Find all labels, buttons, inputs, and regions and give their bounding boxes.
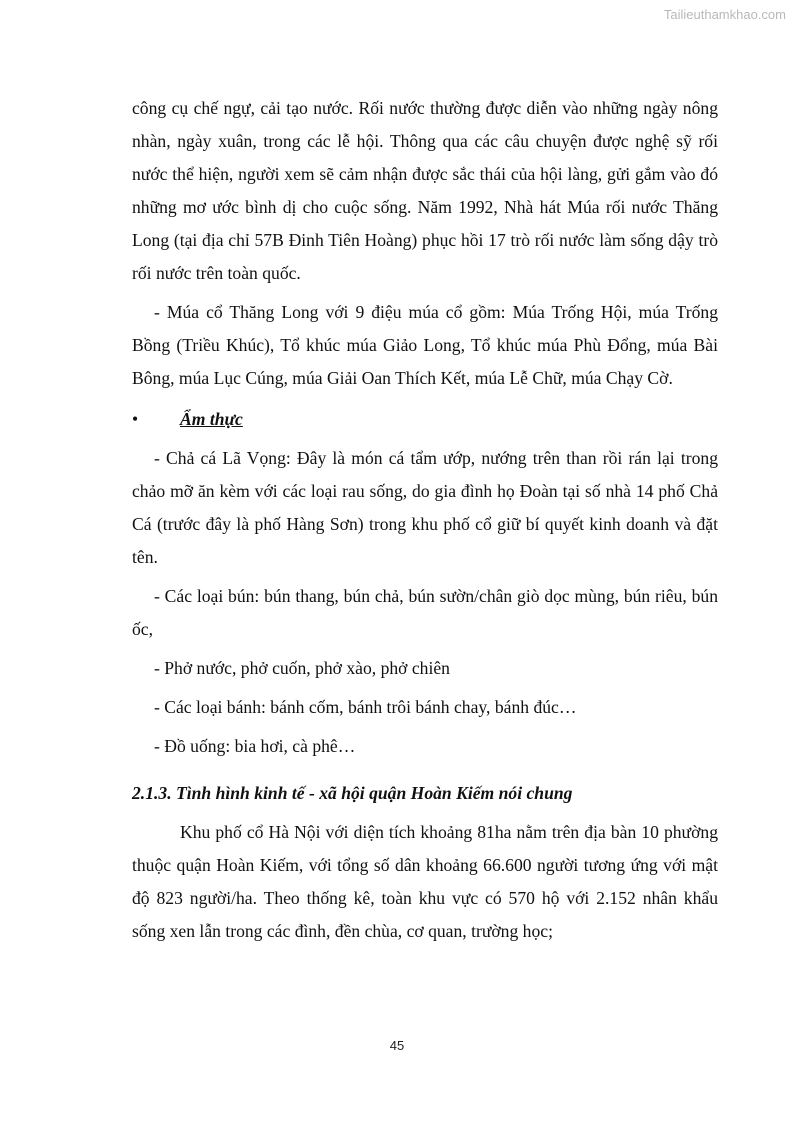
bullet-heading-cuisine (132, 403, 718, 436)
page-number: 45 (389, 1038, 405, 1053)
list-item: - Các loại bánh: bánh cốm, bánh trôi bánh chay, bánh đúc… (154, 697, 577, 717)
list-item: - Đồ uống: bia hơi, cà phê… (154, 736, 356, 756)
document-body (132, 92, 718, 948)
section-paragraph: Khu phố cổ Hà Nội với diện tích khoảng 81ha nằm trên địa bàn 10 phường thuộc quận Hoàn Kiếm, với tổng số dân khoảng 66.600 người tương ứng với mật độ 823 người/ha. Theo thống kê, toàn khu vực có 570 hộ với 2.152 nhân khẩu sống xen lẫn trong các đình, đền chùa, cơ quan, trường học; (132, 822, 718, 941)
list-item: - Chả cá Lã Vọng: Đây là món cá tẩm ướp, nướng trên than rồi rán lại trong chảo mỡ ăn kèm với các loại rau sống, do gia đình họ Đoàn tại số nhà 14 phố Chả Cá (trước đây là phố Hàng Sơn) trong khu phố cổ giữ bí quyết kinh doanh và đặt tên. (132, 448, 718, 567)
list-item-ancient-dance: - Múa cổ Thăng Long với 9 điệu múa cổ gồm: Múa Trống Hội, múa Trống Bồng (Triều Khúc), Tổ khúc múa Giảo Long, Tổ khúc múa Phù Đổng, múa Bài Bông, múa Lục Cúng, múa Giải Oan Thích Kết, múa Lễ Chữ, múa Chạy Cờ. (132, 302, 718, 388)
watermark-text: Tailieuthamkhao.com (663, 7, 786, 22)
bullet-icon: • (132, 409, 139, 429)
paragraph-water-puppetry: công cụ chế ngự, cải tạo nước. Rối nước thường được diễn vào những ngày nông nhàn, ngày xuân, trong các lễ hội. Thông qua các câu chuyện được nghệ sỹ rối nước thể hiện, người xem sẽ cảm nhận được sắc thái của hội làng, gửi gắm vào đó những mơ ước bình dị cho cuộc sống. Năm 1992, Nhà hát Múa rối nước Thăng Long (tại địa chỉ 57B Đinh Tiên Hoàng) phục hồi 17 trò rối nước làm sống dậy trò rối nước trên toàn quốc. (132, 98, 718, 283)
section-heading: 2.1.3. Tình hình kinh tế - xã hội quận Hoàn Kiếm nói chung (132, 783, 573, 803)
list-item: - Phở nước, phở cuốn, phở xào, phở chiên (154, 658, 450, 678)
cuisine-title: Ẩm thực (180, 409, 243, 429)
list-item: - Các loại bún: bún thang, bún chả, bún sườn/chân giò dọc mùng, bún riêu, bún ốc, (132, 586, 718, 639)
